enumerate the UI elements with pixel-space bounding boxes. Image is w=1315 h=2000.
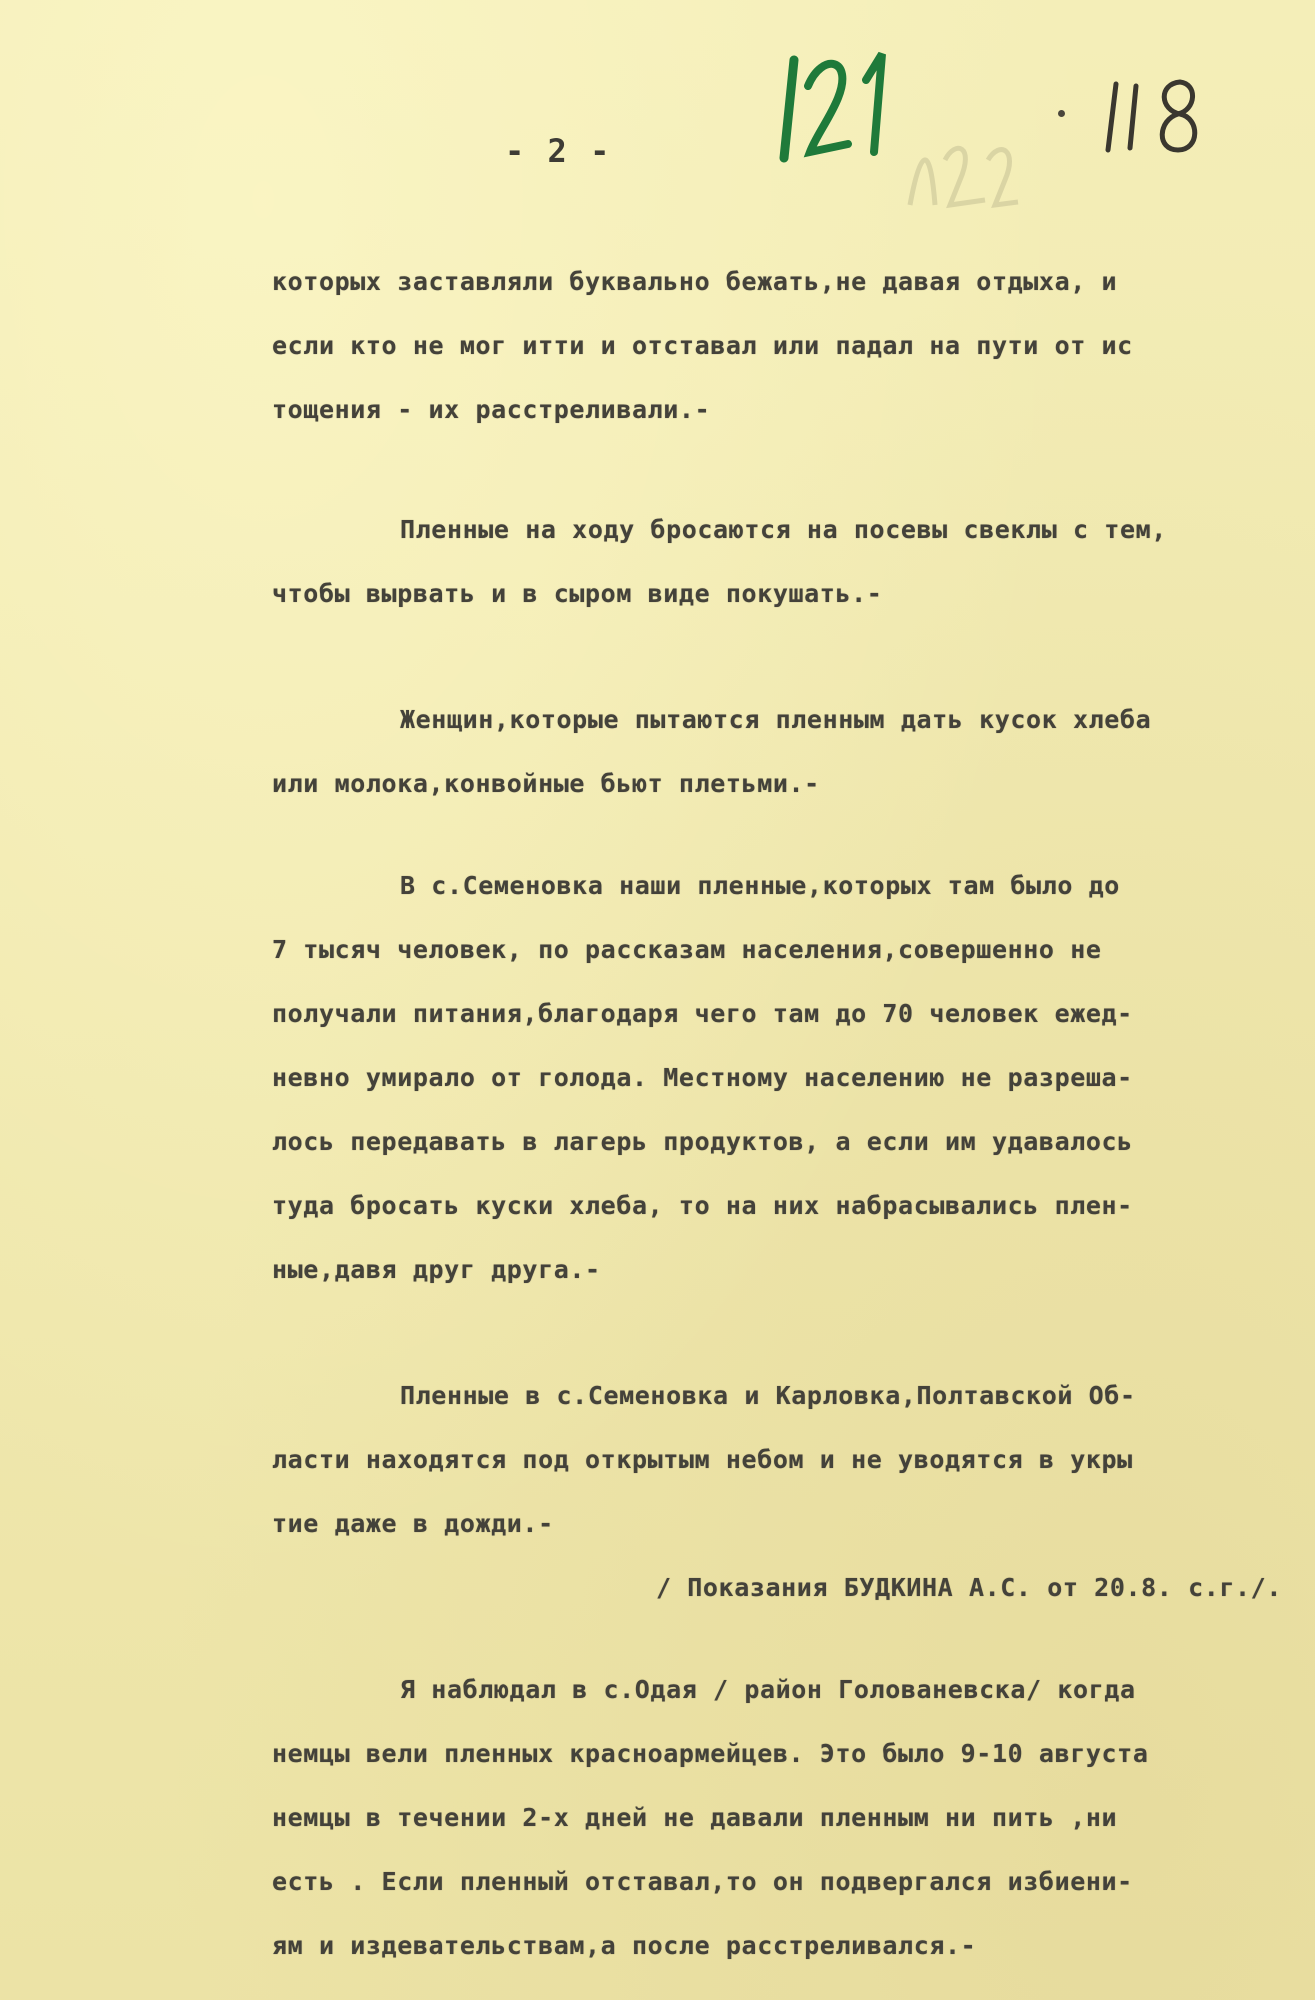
- paragraph-gap: [272, 442, 1282, 498]
- paragraph-gap: [272, 816, 1282, 854]
- text-line: которых заставляли буквально бежать,не давая отдыха, и: [272, 267, 1118, 296]
- text-line: получали питания,благодаря чего там до 70 человек ежед-: [272, 999, 1133, 1028]
- text-line: тощения - их расстреливали.-: [272, 395, 711, 424]
- text-line: Пленные на ходу бросаются на посевы свеклы с тем,: [400, 515, 1167, 544]
- text-line: Женщин,которые пытаются пленным дать кусок хлеба: [400, 705, 1152, 734]
- text-line: ные,давя друг друга.-: [272, 1255, 601, 1284]
- text-line: Пленные в с.Семеновка и Карловка,Полтавской Об-: [400, 1381, 1136, 1410]
- text-line: туда бросать куски хлеба, то на них набрасывались плен-: [272, 1191, 1133, 1220]
- paragraph-gap: [272, 626, 1282, 688]
- faded-stamp-mark: [900, 120, 1020, 220]
- text-line: немцы вели пленных красноармейцев. Это было 9-10 августа: [272, 1739, 1149, 1768]
- text-line: лось передавать в лагерь продуктов, а если им удавалось: [272, 1127, 1133, 1156]
- ink-dot: [1058, 110, 1065, 117]
- page-number: - 2 -: [505, 132, 612, 170]
- handwritten-green-number: [770, 40, 910, 170]
- text-line: ям и издевательствам,а после расстреливался.-: [272, 1931, 977, 1960]
- text-line: чтобы вырвать и в сыром виде покушать.-: [272, 579, 883, 608]
- document-body: [272, 250, 1282, 1978]
- text-line: невно умирало от голода. Местному населению не разреша-: [272, 1063, 1133, 1092]
- text-line: или молока,конвойные бьют плетьми.-: [272, 769, 820, 798]
- handwritten-black-number: [1100, 70, 1220, 160]
- text-line: В с.Семеновка наши пленные,которых там было до: [400, 871, 1120, 900]
- testimony-reference: / Показания БУДКИНА А.С. от 20.8. с.г./.: [655, 1573, 1282, 1602]
- text-line: тие даже в дожди.-: [272, 1509, 554, 1538]
- text-line: немцы в течении 2-х дней не давали пленным ни пить ,ни: [272, 1803, 1118, 1832]
- paragraph-gap: [272, 1620, 1282, 1658]
- text-line: Я наблюдал в с.Одая / район Голованевска/ когда: [400, 1675, 1136, 1704]
- text-line: если кто не мог итти и отставал или падал на пути от ис: [272, 331, 1133, 360]
- text-line: ласти находятся под открытым небом и не уводятся в укры: [272, 1445, 1133, 1474]
- text-line: 7 тысяч человек, по рассказам населения,совершенно не: [272, 935, 1102, 964]
- text-line: есть . Если пленный отставал,то он подвергался избиени-: [272, 1867, 1133, 1896]
- paragraph-gap: [272, 1302, 1282, 1364]
